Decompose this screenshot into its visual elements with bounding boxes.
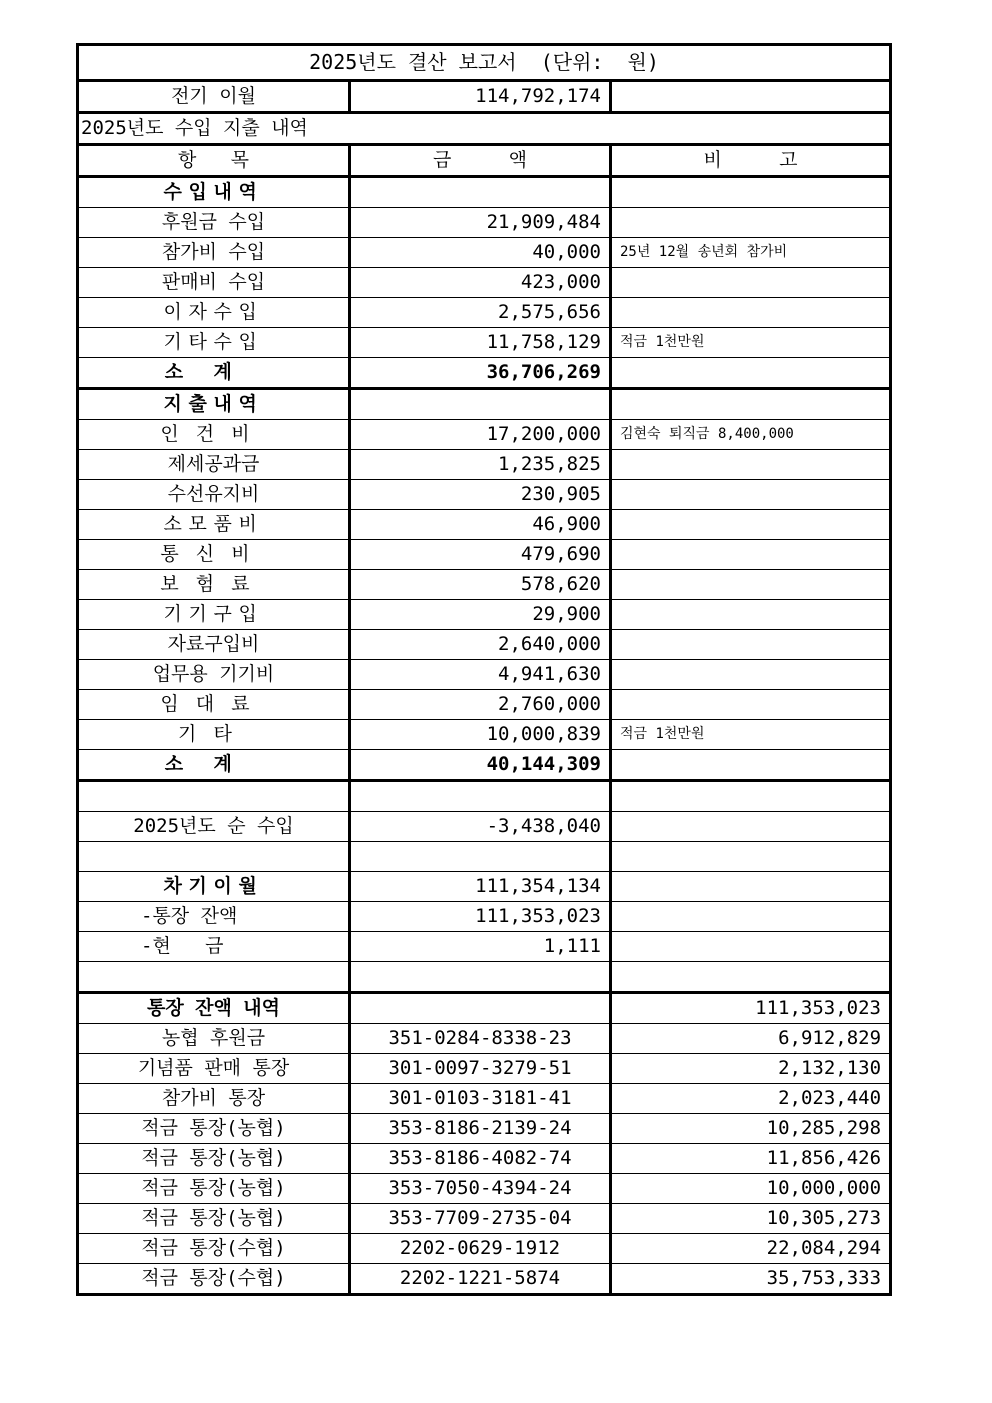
expense-label: 보험료 [78,570,350,600]
expense-note [611,600,891,630]
expense-row [78,510,891,540]
empty-cell [350,781,611,812]
income-row [78,268,891,298]
carry-in-amount: 114,792,174 [350,81,611,113]
expense-amount: 2,760,000 [350,690,611,720]
income-subtotal-amount: 36,706,269 [350,358,611,389]
income-note [611,268,891,298]
account-row [78,1264,891,1295]
empty-cell [611,962,891,993]
income-row [78,208,891,238]
net-income-label: 2025년도 순 수입 [78,812,350,842]
empty-cell [350,962,611,993]
account-row [78,1234,891,1264]
report-title: 2025년도 결산 보고서 (단위: 원) [78,45,891,81]
income-amount: 40,000 [350,238,611,268]
carry-out-bank-label: -통장 잔액 [78,902,350,932]
empty-cell [350,842,611,872]
income-row [78,328,891,358]
carry-out-row [78,872,891,902]
account-row [78,1204,891,1234]
expense-row [78,660,891,690]
empty-cell [611,842,891,872]
expense-row [78,630,891,660]
expense-amount: 2,640,000 [350,630,611,660]
account-name: 기념품 판매 통장 [78,1054,350,1084]
income-row [78,238,891,268]
expense-row [78,540,891,570]
carry-out-label: 차기이월 [78,872,350,902]
expense-note [611,540,891,570]
empty-cell [350,177,611,208]
net-income-row [78,812,891,842]
account-name: 적금 통장(수협) [78,1234,350,1264]
expense-note [611,510,891,540]
expense-subtotal-label: 소계 [78,750,350,781]
empty-cell [611,358,891,389]
expense-row [78,600,891,630]
column-header-amount: 금 액 [350,145,611,177]
empty-cell [611,902,891,932]
account-name: 적금 통장(농협) [78,1204,350,1234]
expense-label: 업무용 기기비 [78,660,350,690]
account-number: 353-8186-2139-24 [350,1114,611,1144]
income-label: 후원금 수입 [78,208,350,238]
account-balance: 2,132,130 [611,1054,891,1084]
income-amount: 2,575,656 [350,298,611,328]
income-note: 25년 12월 송년회 참가비 [611,238,891,268]
expense-label: 제세공과금 [78,450,350,480]
account-number: 2202-1221-5874 [350,1264,611,1295]
expense-note [611,690,891,720]
empty-cell [350,993,611,1024]
expense-amount: 29,900 [350,600,611,630]
section-title-row [78,113,891,145]
income-amount: 11,758,129 [350,328,611,358]
blank-row [78,962,891,993]
expense-subtotal-row [78,750,891,781]
account-row [78,1054,891,1084]
expense-note [611,570,891,600]
empty-cell [611,750,891,781]
empty-cell [78,842,350,872]
column-header-row [78,145,891,177]
net-income-amount: -3,438,040 [350,812,611,842]
accounts-header-row [78,993,891,1024]
blank-row [78,842,891,872]
income-note: 적금 1천만원 [611,328,891,358]
empty-cell [611,812,891,842]
income-amount: 21,909,484 [350,208,611,238]
account-name: 적금 통장(수협) [78,1264,350,1295]
expense-label: 수선유지비 [78,480,350,510]
account-balance: 35,753,333 [611,1264,891,1295]
income-label: 이자수입 [78,298,350,328]
account-balance: 11,856,426 [611,1144,891,1174]
settlement-report-table [76,43,892,1296]
expense-label: 자료구입비 [78,630,350,660]
column-header-item: 항 목 [78,145,350,177]
account-number: 353-8186-4082-74 [350,1144,611,1174]
expense-label: 인건비 [78,420,350,450]
expense-row [78,570,891,600]
account-balance: 10,000,000 [611,1174,891,1204]
account-balance: 10,285,298 [611,1114,891,1144]
account-number: 301-0097-3279-51 [350,1054,611,1084]
income-subtotal-row [78,358,891,389]
account-balance: 22,084,294 [611,1234,891,1264]
expense-amount: 479,690 [350,540,611,570]
expense-subtotal-amount: 40,144,309 [350,750,611,781]
expense-note [611,450,891,480]
carry-in-label: 전기 이월 [78,81,350,113]
income-label: 참가비 수입 [78,238,350,268]
expense-amount: 4,941,630 [350,660,611,690]
income-label: 기타수입 [78,328,350,358]
account-balance: 10,305,273 [611,1204,891,1234]
expense-label: 통신비 [78,540,350,570]
account-balance: 6,912,829 [611,1024,891,1054]
expense-amount: 10,000,839 [350,720,611,750]
section-title: 2025년도 수입 지출 내역 [78,113,891,145]
account-row [78,1024,891,1054]
carry-out-amount: 111,354,134 [350,872,611,902]
expense-header-row [78,389,891,420]
income-subtotal-label: 소계 [78,358,350,389]
expense-header: 지출내역 [78,389,350,420]
empty-cell [611,872,891,902]
expense-note [611,660,891,690]
empty-cell [78,781,350,812]
column-header-note: 비 고 [611,145,891,177]
carry-in-note [611,81,891,113]
accounts-header: 통장 잔액 내역 [78,993,350,1024]
expense-row [78,720,891,750]
carry-out-cash-amount: 1,111 [350,932,611,962]
account-row [78,1084,891,1114]
carry-out-cash-row [78,932,891,962]
expense-amount: 17,200,000 [350,420,611,450]
account-balance: 2,023,440 [611,1084,891,1114]
income-label: 판매비 수입 [78,268,350,298]
income-header: 수입내역 [78,177,350,208]
expense-note: 김현숙 퇴직금 8,400,000 [611,420,891,450]
carry-out-bank-row [78,902,891,932]
account-number: 301-0103-3181-41 [350,1084,611,1114]
income-header-row [78,177,891,208]
expense-label: 소모품비 [78,510,350,540]
account-row [78,1114,891,1144]
account-number: 2202-0629-1912 [350,1234,611,1264]
blank-row [78,781,891,812]
expense-label: 기기구입 [78,600,350,630]
expense-row [78,420,891,450]
expense-row [78,480,891,510]
carry-in-row [78,81,891,113]
expense-amount: 230,905 [350,480,611,510]
income-amount: 423,000 [350,268,611,298]
empty-cell [611,932,891,962]
account-name: 농협 후원금 [78,1024,350,1054]
account-name: 적금 통장(농협) [78,1144,350,1174]
account-number: 353-7050-4394-24 [350,1174,611,1204]
expense-amount: 46,900 [350,510,611,540]
carry-out-cash-label: -현 금 [78,932,350,962]
accounts-total: 111,353,023 [611,993,891,1024]
empty-cell [611,781,891,812]
expense-note [611,480,891,510]
account-number: 351-0284-8338-23 [350,1024,611,1054]
income-row [78,298,891,328]
expense-label: 임대료 [78,690,350,720]
income-note [611,298,891,328]
expense-note: 적금 1천만원 [611,720,891,750]
expense-amount: 1,235,825 [350,450,611,480]
title-row [78,45,891,81]
income-note [611,208,891,238]
account-row [78,1144,891,1174]
expense-row [78,450,891,480]
empty-cell [78,962,350,993]
account-row [78,1174,891,1204]
empty-cell [350,389,611,420]
expense-amount: 578,620 [350,570,611,600]
expense-row [78,690,891,720]
empty-cell [611,389,891,420]
account-name: 적금 통장(농협) [78,1174,350,1204]
carry-out-bank-amount: 111,353,023 [350,902,611,932]
expense-note [611,630,891,660]
expense-label: 기타 [78,720,350,750]
account-number: 353-7709-2735-04 [350,1204,611,1234]
account-name: 적금 통장(농협) [78,1114,350,1144]
empty-cell [611,177,891,208]
account-name: 참가비 통장 [78,1084,350,1114]
